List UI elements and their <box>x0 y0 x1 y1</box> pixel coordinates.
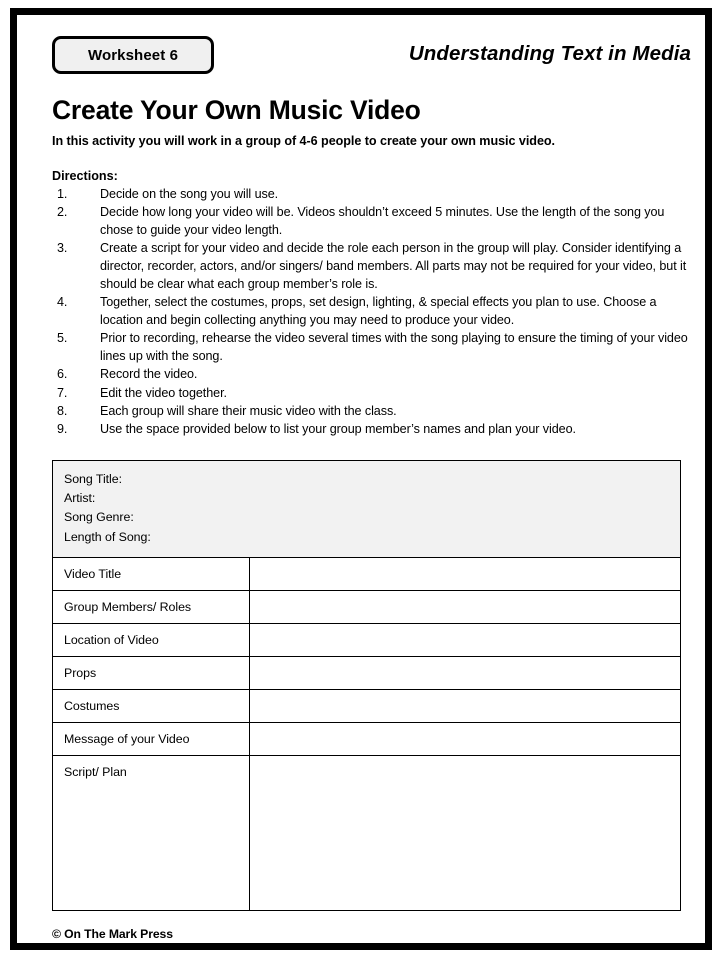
row-answer-field[interactable] <box>250 558 681 591</box>
row-label: Location of Video <box>53 624 250 657</box>
direction-item <box>52 365 693 383</box>
row-answer-field[interactable] <box>250 723 681 756</box>
row-answer-field[interactable] <box>250 591 681 624</box>
direction-text: Together, select the costumes, props, set design, lighting, & special effects you plan to use. Choose a location and begin collecting anything you may need to produce your video. <box>100 295 657 328</box>
row-answer-field[interactable] <box>250 690 681 723</box>
direction-text: Edit the video together. <box>100 385 227 400</box>
direction-item <box>52 384 693 402</box>
copyright-footer: © On The Mark Press <box>52 927 173 942</box>
table-row <box>53 657 681 690</box>
direction-number: 2. <box>57 204 68 219</box>
page-title: Create Your Own Music Video <box>52 95 421 125</box>
planning-table <box>52 460 681 911</box>
direction-number: 9. <box>57 421 68 436</box>
direction-item <box>52 329 693 365</box>
row-label: Group Members/ Roles <box>53 591 250 624</box>
direction-number: 1. <box>57 186 68 201</box>
direction-text: Record the video. <box>100 367 198 382</box>
direction-item <box>52 420 693 438</box>
direction-number: 8. <box>57 403 68 418</box>
song-genre-label: Song Genre: <box>64 510 134 525</box>
unit-title: Understanding Text in Media <box>408 42 691 65</box>
song-info-row <box>53 460 681 557</box>
script-plan-field[interactable] <box>250 756 681 911</box>
table-row <box>53 624 681 657</box>
table-row <box>53 723 681 756</box>
row-label: Message of your Video <box>53 723 250 756</box>
direction-text: Use the space provided below to list your group member’s names and plan your video. <box>100 421 576 436</box>
direction-item <box>52 293 693 329</box>
song-info-cell[interactable] <box>53 460 681 557</box>
activity-subtitle: In this activity you will work in a group of 4-6 people to create your own music video. <box>52 133 555 148</box>
row-label: Video Title <box>53 558 250 591</box>
directions-list <box>45 185 693 438</box>
direction-item <box>52 402 693 420</box>
worksheet-header <box>45 29 693 81</box>
direction-number: 3. <box>57 241 68 255</box>
direction-number: 7. <box>57 385 68 400</box>
direction-item <box>52 185 693 203</box>
table-row <box>53 591 681 624</box>
table-row <box>53 756 681 911</box>
direction-text: Prior to recording, rehearse the video several times with the song playing to ensure the timing of your video lines up with the song. <box>100 331 688 364</box>
row-label: Script/ Plan <box>53 756 250 911</box>
direction-item <box>52 203 693 239</box>
row-label: Costumes <box>53 690 250 723</box>
worksheet-number-badge: Worksheet 6 <box>52 36 214 74</box>
page-border-frame <box>10 8 712 950</box>
row-label: Props <box>53 657 250 690</box>
row-answer-field[interactable] <box>250 624 681 657</box>
direction-text: Decide on the song you will use. <box>100 186 279 201</box>
worksheet-content <box>45 29 693 941</box>
direction-number: 5. <box>57 331 68 346</box>
length-of-song-label: Length of Song: <box>64 529 151 544</box>
table-row <box>53 558 681 591</box>
direction-number: 4. <box>57 295 68 310</box>
artist-label: Artist: <box>64 491 96 506</box>
directions-heading: Directions: <box>52 168 118 183</box>
direction-text: Each group will share their music video with the class. <box>100 403 397 418</box>
direction-text: Decide how long your video will be. Videos shouldn’t exceed 5 minutes. Use the length of the song you chose to guide your video length. <box>100 204 665 237</box>
row-answer-field[interactable] <box>250 657 681 690</box>
song-title-label: Song Title: <box>64 471 122 486</box>
direction-text: Create a script for your video and decide the role each person in the group will play. Consider identifying a director, recorder, actors, and/or singers/ band members. All parts may not be required for your video, but it should be clear what each group member’s role is. <box>100 241 687 292</box>
table-row <box>53 690 681 723</box>
direction-item <box>52 239 693 293</box>
direction-number: 6. <box>57 367 68 382</box>
